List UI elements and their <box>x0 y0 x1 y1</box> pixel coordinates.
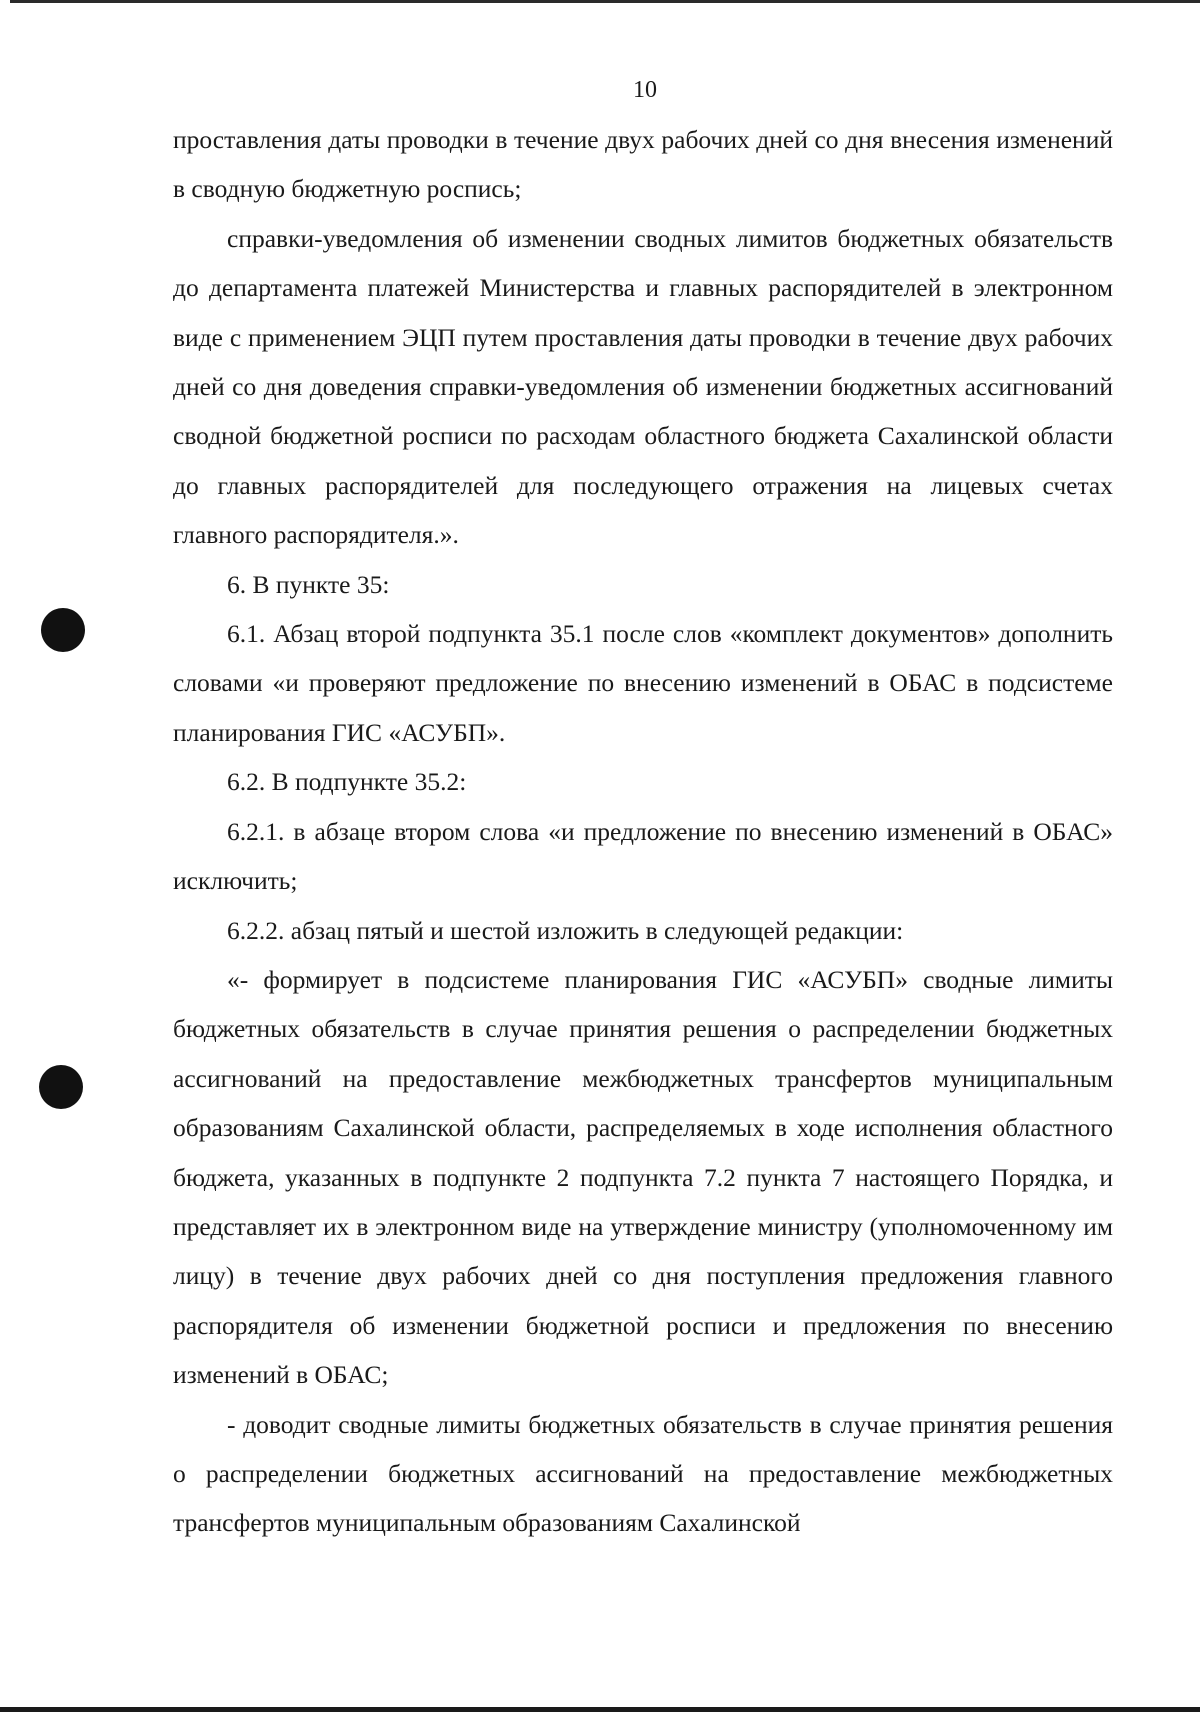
paragraph-2: справки-уведомления об изменении сводных лимитов бюджетных обязательств до департамента платежей Министерства и главных распорядителей в электронном виде с применением ЭЦП путем проставления даты проводки в течение двух рабочих дней со дня доведения справки-уведомления об изменении бюджетных ассигнований сводной бюджетной росписи по расходам областного бюджета Сахалинской области до главных распорядителей для последующего отражения на лицевых счетах главного распорядителя.». <box>173 223 1113 550</box>
paragraph-8: «- формирует в подсистеме планирования ГИС «АСУБП» сводные лимиты бюджетных обязательств в случае принятия решения о распределении бюджетных ассигнований на предоставление межбюджетных трансфертов муниципальным образованиям Сахалинской области, распределяемых в ходе исполнения областного бюджета, указанных в подпункте 2 подпункта 7.2 пункта 7 настоящего Порядка, и представляет их в электронном виде на утверждение министру (уполномоченному им лицу) в течение двух рабочих дней со дня поступления предложения главного распорядителя об изменении бюджетной росписи и предложения по внесению изменений в ОБАС; <box>173 964 1113 1390</box>
paragraph-3: 6. В пункте 35: <box>227 569 390 599</box>
punch-hole-upper <box>41 608 85 652</box>
paragraph-7: 6.2.2. абзац пятый и шестой изложить в следующей редакции: <box>227 915 904 945</box>
paragraph-5: 6.2. В подпункте 35.2: <box>227 767 467 797</box>
top-edge-rule <box>10 0 1200 3</box>
document-body <box>173 115 1113 1548</box>
paragraph-9: - доводит сводные лимиты бюджетных обязательств в случае принятия решения о распределении бюджетных ассигнований на предоставление межбюджетных трансфертов муниципальным образованиям Сахалинской <box>173 1409 1113 1538</box>
paragraph-4: 6.1. Абзац второй подпункта 35.1 после слов «комплект документов» дополнить словами «и проверяют предложение по внесению изменений в ОБАС в подсистеме планирования ГИС «АСУБП». <box>173 619 1113 747</box>
paragraph-1: проставления даты проводки в течение двух рабочих дней со дня внесения изменений в сводную бюджетную роспись; <box>173 125 1113 204</box>
punch-hole-lower <box>39 1065 83 1109</box>
page-number: 10 <box>633 77 657 103</box>
paragraph-6: 6.2.1. в абзаце втором слова «и предложение по внесению изменений в ОБАС» исключить; <box>173 816 1113 896</box>
bottom-edge-rule <box>0 1707 1200 1712</box>
